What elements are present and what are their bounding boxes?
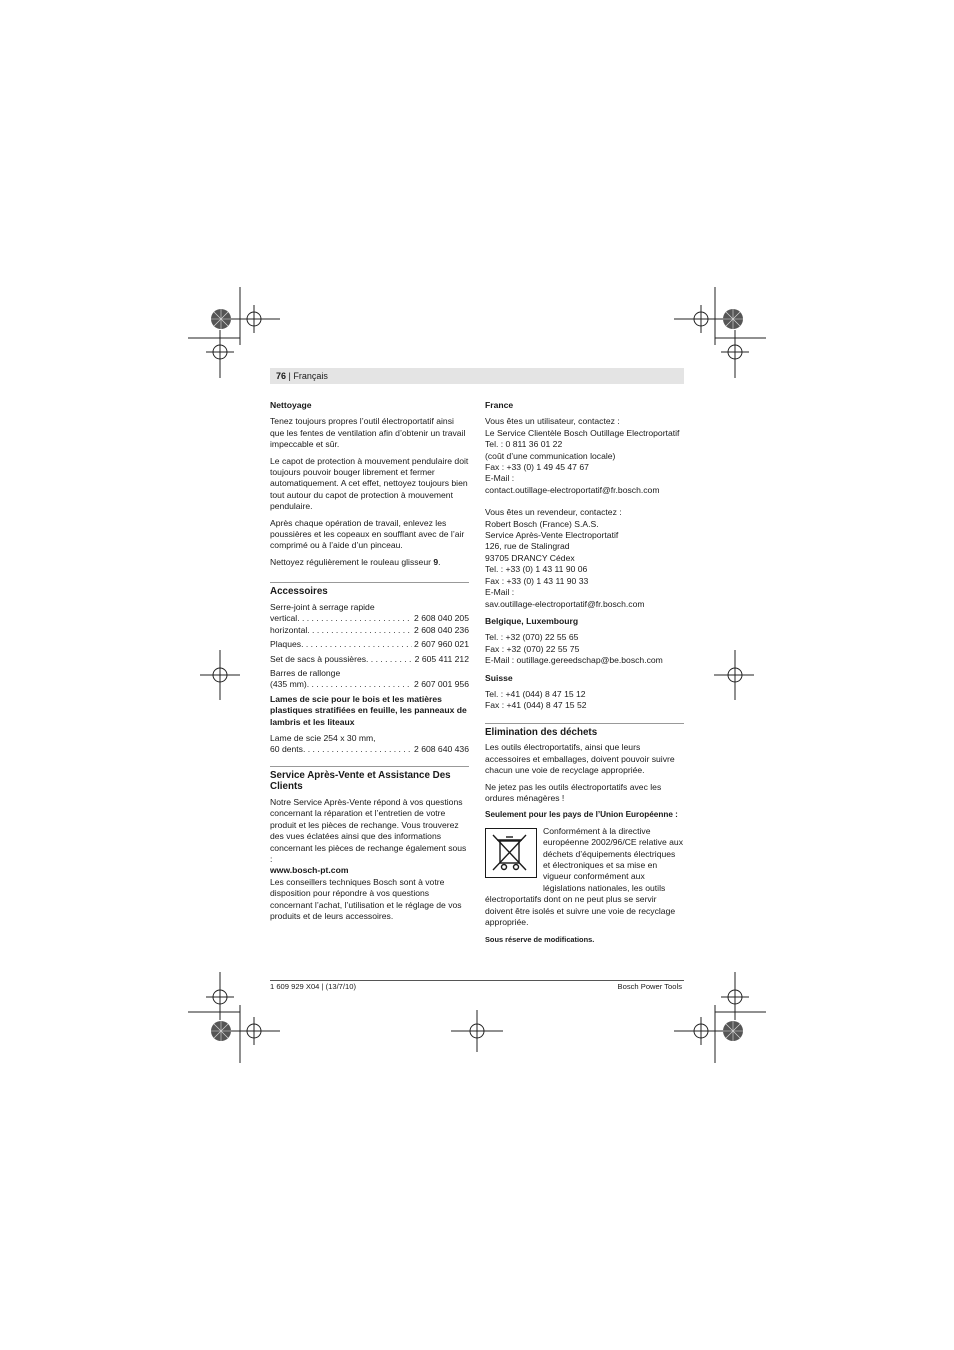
france-user-contact: Vous êtes un utilisateur, contactez : Le Service Clientèle Bosch Outillage Electroportatif Tel. : 0 811 36 01 22 (coût d’une communication locale) Fax : +33 (0) 1 49 45 47 67 E-Mail : contact.outillage-electroportatif@fr.bosch.com <box>485 416 684 496</box>
accessory-row: Plaques . . . 2 607 960 021 <box>270 639 469 650</box>
weee-text: Conformément à la directive européenne 2002/96/CE relative aux déchets d’équipements électriques et électroniques et sa mise en vigueur conformément aux législations nationales, les outils <box>543 825 683 893</box>
france-dealer-contact: Vous êtes un revendeur, contactez : Robert Bosch (France) S.A.S. Service Après-Vente Electroportatif 126, rue de Stalingrad 93705 DRANCY Cédex Tel. : +33 (0) 1 43 11 90 06 Fax : +33 (0) 1 43 11 90 33 E-Mail : sav.outillage-electroportatif@fr.bosch.com <box>485 507 684 610</box>
elimination-heading: Elimination des déchets <box>485 723 684 739</box>
left-column <box>270 400 469 927</box>
elimination-paragraph-2: Ne jetez pas les outils électroportatifs avec les ordures ménagères ! <box>485 781 662 803</box>
weee-continuation: électroportatifs dont on ne peut plus se servir doivent être isolés et suivre une voie de recyclage appropriée. <box>485 894 676 928</box>
footer-brand: Bosch Power Tools <box>617 982 682 991</box>
weee-block <box>485 826 684 894</box>
service-url[interactable]: www.bosch-pt.com <box>270 865 349 876</box>
accessory-group-lame: Lame de scie 254 x 30 mm, 60 dents . . . 2 608 640 436 <box>270 733 469 756</box>
accessoires-heading: Accessoires <box>270 582 469 598</box>
accessory-row: vertical . . . 2 608 040 205 <box>270 613 469 624</box>
service-heading: Service Après-Vente et Assistance Des Clients <box>270 766 469 793</box>
page-number: 76 <box>276 371 287 381</box>
nettoyage-paragraph-4: Nettoyez régulièrement le rouleau glisseur 9. <box>270 556 441 567</box>
lames-heading: Lames de scie pour le bois et les matières plastiques stratifiées en feuille, les panneaux de lambris et les liteaux <box>270 693 467 727</box>
service-paragraph-1: Notre Service Après-Vente répond à vos questions concernant la réparation et l’entretien de votre produit et les pièces de rechange. Vous trouverez des vues éclatées ainsi que des informations concernant les pièces de rechange également sous : <box>270 796 467 864</box>
france-dealer-email[interactable]: sav.outillage-electroportatif@fr.bosch.com <box>485 598 645 609</box>
nettoyage-paragraph-3: Après chaque opération de travail, enlevez les poussières et les copeaux en soufflant avec de l’air comprimé ou à l’aide d’un pinceau. <box>270 517 465 551</box>
suisse-contact: Tel. : +41 (044) 8 47 15 12 Fax : +41 (044) 8 47 15 52 <box>485 688 587 711</box>
eu-heading: Seulement pour les pays de l’Union Européenne : <box>485 810 678 820</box>
france-user-email[interactable]: contact.outillage-electroportatif@fr.bosch.com <box>485 484 660 495</box>
right-column <box>485 400 684 946</box>
nettoyage-paragraph-2: Le capot de protection à mouvement pendulaire doit toujours pouvoir bouger librement et fermer automatiquement. A cet effet, nettoyez toujours bien tout autour du capot de protection à mouvement pendulaire. <box>270 455 469 512</box>
page-language: | Français <box>288 371 328 381</box>
france-heading: France <box>485 400 514 410</box>
accessory-row: (435 mm) . . . 2 607 001 956 <box>270 679 469 690</box>
crossed-bin-icon <box>485 828 537 878</box>
suisse-heading: Suisse <box>485 672 513 683</box>
page-header <box>270 368 684 384</box>
accessory-row: Set de sacs à poussières . . . 2 605 411 212 <box>270 654 469 665</box>
belgique-email[interactable]: E-Mail : outillage.gereedschap@be.bosch.com <box>485 655 663 666</box>
belgique-heading: Belgique, Luxembourg <box>485 615 579 626</box>
elimination-paragraph-1: Les outils électroportatifs, ainsi que leurs accessoires et emballages, doivent pouvoir suivre chacun une voie de recyclage appropriée. <box>485 742 675 776</box>
belgique-contact: Tel. : +32 (070) 22 55 65 Fax : +32 (070) 22 55 75 E-Mail : outillage.gereedschap@be.bosch.com <box>485 632 684 666</box>
accessory-group-serre-joint: Serre-joint à serrage rapide vertical . . . 2 608 040 205 horizontal . . . 2 608 040 236 <box>270 602 469 636</box>
accessory-group-barres: Barres de rallonge (435 mm) . . . 2 607 001 956 <box>270 668 469 691</box>
nettoyage-paragraph-1: Tenez toujours propres l’outil électroportatif ainsi que les fentes de ventilation afin d’obtenir un travail impeccable et sûr. <box>270 416 466 450</box>
service-paragraph-2: Les conseillers techniques Bosch sont à votre disposition pour répondre à vos questions concernant l’achat, l’utilisation et le réglage de vos produits et de leurs accessoires. <box>270 876 462 921</box>
footer-divider <box>270 980 684 981</box>
footer-document-id: 1 609 929 X04 | (13/7/10) <box>270 982 356 991</box>
nettoyage-heading: Nettoyage <box>270 400 312 410</box>
accessory-row: horizontal . . . 2 608 040 236 <box>270 625 469 636</box>
reserve-note: Sous réserve de modifications. <box>485 935 595 945</box>
accessory-row: 60 dents . . . 2 608 640 436 <box>270 744 469 755</box>
